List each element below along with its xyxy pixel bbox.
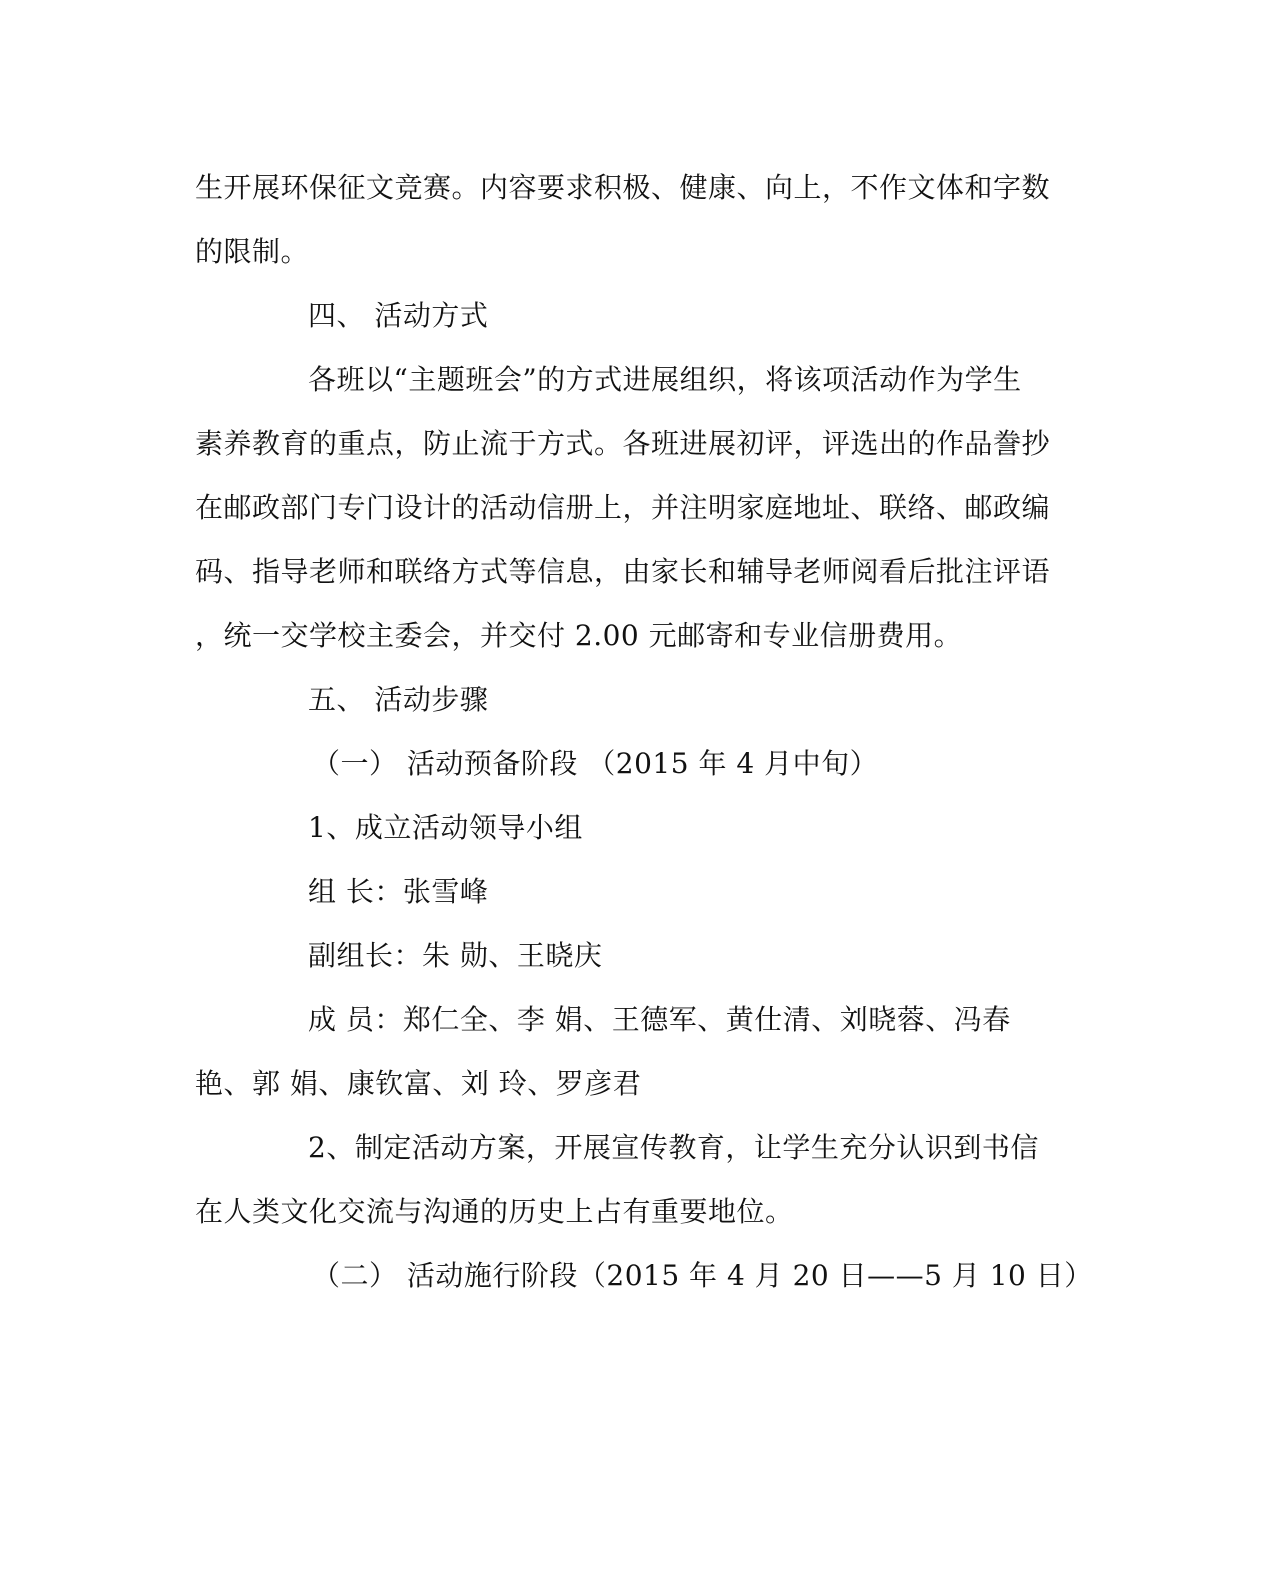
body-text-line: 成 员：郑仁全、李 娟、王德军、黄仕清、刘晓蓉、冯春 bbox=[308, 1003, 1011, 1036]
body-text-line: 2、制定活动方案，开展宣传教育，让学生充分认识到书信 bbox=[308, 1131, 1039, 1164]
body-text-line: 艳、郭 娟、康钦富、刘 玲、罗彦君 bbox=[195, 1067, 642, 1100]
subsection-heading: （二） 活动施行阶段（2015 年 4 月 20 日——5 月 10 日） bbox=[312, 1259, 1093, 1292]
body-text-line: 各班以“主题班会”的方式进展组织，将该项活动作为学生 bbox=[308, 363, 1022, 396]
body-text-line: 的限制。 bbox=[195, 235, 310, 268]
body-text-line: 在人类文化交流与沟通的历史上占有重要地位。 bbox=[195, 1195, 794, 1228]
body-text-line: 码、指导老师和联络方式等信息，由家长和辅导老师阅看后批注评语 bbox=[195, 555, 1051, 588]
body-text-line: ，统一交学校主委会，并交付 2.00 元邮寄和专业信册费用。 bbox=[195, 619, 963, 652]
body-text-line: 素养教育的重点，防止流于方式。各班进展初评，评选出的作品誊抄 bbox=[195, 427, 1051, 460]
subsection-heading: （一） 活动预备阶段 （2015 年 4 月中旬） bbox=[312, 747, 879, 780]
body-text-line: 副组长：朱 勋、王晓庆 bbox=[308, 939, 603, 972]
body-text-line: 在邮政部门专门设计的活动信册上，并注明家庭地址、联络、邮政编 bbox=[195, 491, 1051, 524]
body-text-line: 1、成立活动领导小组 bbox=[308, 811, 583, 844]
body-text-line: 生开展环保征文竞赛。内容要求积极、健康、向上，不作文体和字数 bbox=[195, 171, 1051, 204]
body-text-line: 组 长：张雪峰 bbox=[308, 875, 489, 908]
section-heading: 四、 活动方式 bbox=[308, 299, 489, 332]
section-heading: 五、 活动步骤 bbox=[308, 683, 489, 716]
